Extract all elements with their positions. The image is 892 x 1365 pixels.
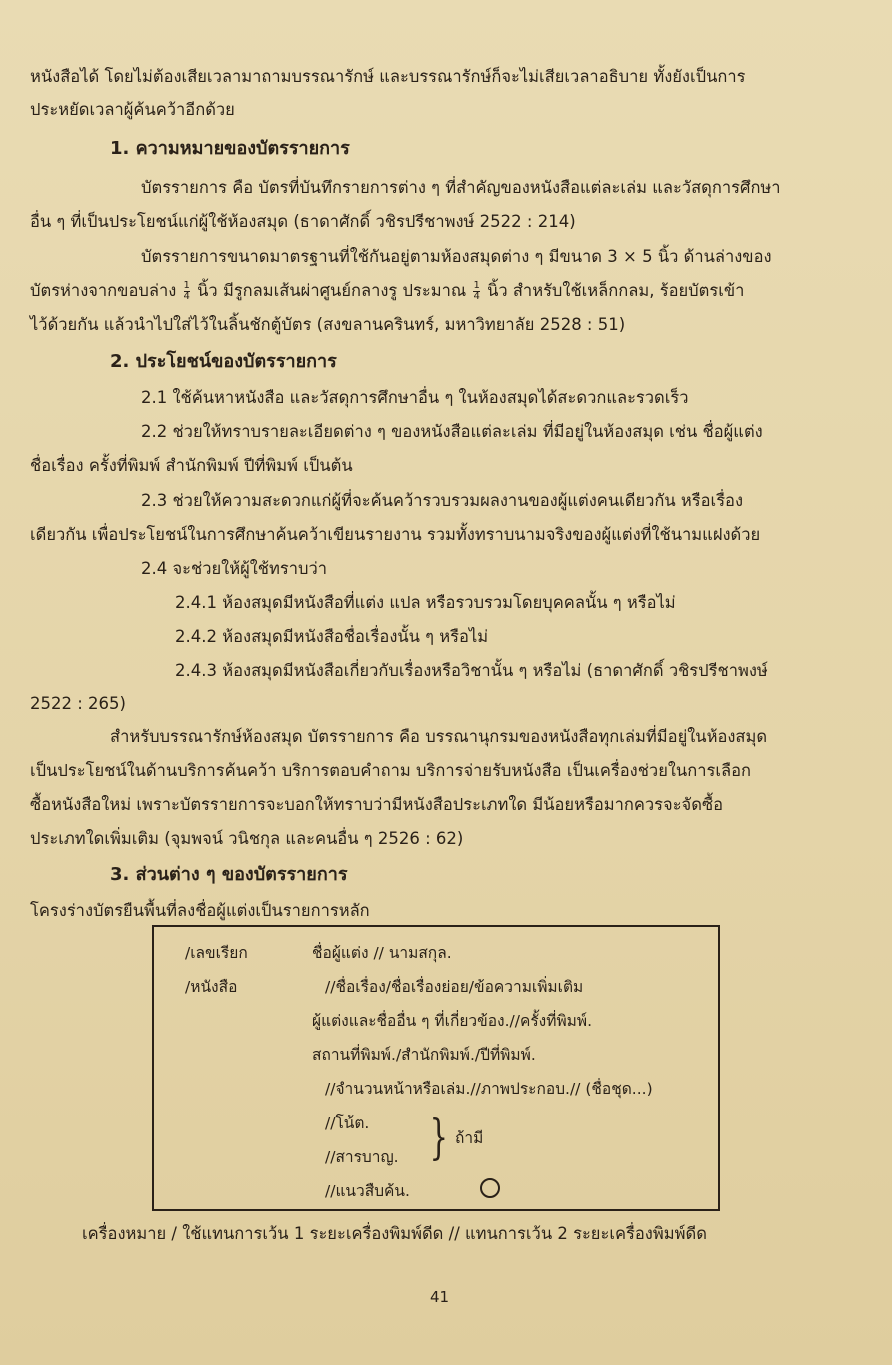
s2-para-line-3: ซื้อหนังสือใหม่ เพราะบัตรรายการจะบอกให้ทราบว่ามีหนังสือประเภทใด มีน้อยหรือมากควรจะจัดซื้อ	[30, 795, 724, 814]
fraction-quarter: $\frac{1}{4}$	[183, 280, 190, 302]
card-row-notes: //โน้ต.	[325, 1114, 370, 1132]
s1-p2-line-2	[30, 280, 744, 302]
card-row-contributors: ผู้แต่งและชื่ออื่น ๆ ที่เกี่ยวข้อง.//ครั้งที่พิมพ์.	[312, 1012, 593, 1030]
card-call-number-line-2: /หนังสือ	[185, 978, 238, 996]
card-caption: โครงร่างบัตรยืนพื้นที่ลงชื่อผู้แต่งเป็นรายการหลัก	[30, 901, 370, 920]
s1-p1-line-2: อื่น ๆ ที่เป็นประโยชน์แก่ผู้ใช้ห้องสมุด (ธาดาศักดิ์ วชิรปรีชาพงษ์ 2522 : 214)	[30, 212, 576, 231]
card-row-title: //ชื่อเรื่อง/ชื่อเรื่องย่อย/ข้อความเพิ่มเติม	[325, 978, 584, 996]
s1-p2-line-2a: บัตรห่างจากขอบล่าง	[30, 281, 177, 300]
item-2-1: 2.1 ใช้ค้นหาหนังสือ และวัสดุการศึกษาอื่น ๆ ในห้องสมุดได้สะดวกและรวดเร็ว	[141, 388, 689, 407]
section-3-heading: 3. ส่วนต่าง ๆ ของบัตรรายการ	[110, 864, 348, 885]
card-row-imprint: สถานที่พิมพ์./สำนักพิมพ์./ปีที่พิมพ์.	[312, 1046, 536, 1064]
card-row-contents: //สารบาญ.	[325, 1148, 399, 1166]
s1-p2-line-1: บัตรรายการขนาดมาตรฐานที่ใช้กันอยู่ตามห้องสมุดต่าง ๆ มีขนาด 3 × 5 นิ้ว ด้านล่างของ	[141, 247, 772, 266]
s2-para-line-4: ประเภทใดเพิ่มเติม (จุมพจน์ วนิชกุล และคนอื่น ๆ 2526 : 62)	[30, 829, 464, 848]
s1-p2-line-2c: นิ้ว สำหรับใช้เหล็กกลม, ร้อยบัตรเข้า	[487, 281, 745, 300]
hole-circle-icon	[480, 1178, 500, 1198]
legend-text: เครื่องหมาย / ใช้แทนการเว้น 1 ระยะเครื่องพิมพ์ดีด // แทนการเว้น 2 ระยะเครื่องพิมพ์ดีด	[82, 1224, 707, 1243]
item-2-4: 2.4 จะช่วยให้ผู้ใช้ทราบว่า	[141, 559, 328, 578]
item-2-2-line-2: ชื่อเรื่อง ครั้งที่พิมพ์ สำนักพิมพ์ ปีที่พิมพ์ เป็นต้น	[30, 456, 353, 475]
catalog-card-diagram	[152, 925, 720, 1211]
card-row-collation: //จำนวนหน้าหรือเล่ม.//ภาพประกอบ.// (ชื่อชุด...)	[325, 1080, 653, 1098]
intro-line-1: หนังสือได้ โดยไม่ต้องเสียเวลามาถามบรรณารักษ์ และบรรณารักษ์ก็จะไม่เสียเวลาอธิบาย ทั้งยังเป็นการ	[30, 67, 746, 86]
card-row-tracings: //แนวสืบค้น.	[325, 1182, 410, 1200]
s1-p2-line-2b: นิ้ว มีรูกลมเส้นผ่าศูนย์กลางรู ประมาณ	[197, 281, 467, 300]
item-2-3-line-1: 2.3 ช่วยให้ความสะดวกแก่ผู้ที่จะค้นคว้ารวบรวมผลงานของผู้แต่งคนเดียวกัน หรือเรื่อง	[141, 491, 744, 510]
item-2-2-line-1: 2.2 ช่วยให้ทราบรายละเอียดต่าง ๆ ของหนังสือแต่ละเล่ม ที่มีอยู่ในห้องสมุด เช่น ชื่อผู้แต่ง	[141, 422, 763, 441]
s1-p1-line-1: บัตรรายการ คือ บัตรที่บันทึกรายการต่าง ๆ ที่สำคัญของหนังสือแต่ละเล่ม และวัสดุการศึกษา	[141, 178, 781, 197]
item-2-4-3-line-2: 2522 : 265)	[30, 694, 126, 713]
s2-para-line-2: เป็นประโยชน์ในด้านบริการค้นคว้า บริการตอบคำถาม บริการจ่ายรับหนังสือ เป็นเครื่องช่วยในการเลือก	[30, 761, 751, 780]
s2-para-line-1: สำหรับบรรณารักษ์ห้องสมุด บัตรรายการ คือ บรรณานุกรมของหนังสือทุกเล่มที่มีอยู่ในห้องสมุด	[110, 727, 768, 746]
intro-line-2: ประหยัดเวลาผู้ค้นคว้าอีกด้วย	[30, 100, 235, 119]
right-brace-icon: }	[429, 1109, 448, 1165]
section-1-heading: 1. ความหมายของบัตรรายการ	[110, 138, 350, 159]
item-2-3-line-2: เดียวกัน เพื่อประโยชน์ในการศึกษาค้นคว้าเขียนรายงาน รวมทั้งทราบนามจริงของผู้แต่งที่ใช้นามแฝงด้วย	[30, 525, 761, 544]
fraction-quarter-2: $\frac{1}{4}$	[473, 280, 480, 302]
item-2-4-1: 2.4.1 ห้องสมุดมีหนังสือที่แต่ง แปล หรือรวบรวมโดยบุคคลนั้น ๆ หรือไม่	[175, 593, 676, 612]
item-2-4-3-line-1: 2.4.3 ห้องสมุดมีหนังสือเกี่ยวกับเรื่องหรือวิชานั้น ๆ หรือไม่ (ธาดาศักดิ์ วชิรปรีชาพงษ์	[175, 661, 768, 680]
section-2-heading: 2. ประโยชน์ของบัตรรายการ	[110, 351, 337, 372]
page-number: 41	[430, 1288, 450, 1306]
card-call-number-line-1: /เลขเรียก	[185, 944, 248, 962]
item-2-4-2: 2.4.2 ห้องสมุดมีหนังสือชื่อเรื่องนั้น ๆ หรือไม่	[175, 627, 489, 646]
brace-label: ถ้ามี	[455, 1129, 484, 1147]
card-row-author: ชื่อผู้แต่ง // นามสกุล.	[312, 944, 452, 962]
s1-p2-line-3: ไว้ด้วยกัน แล้วนำไปใส่ไว้ในลิ้นชักตู้บัตร (สงขลานครินทร์, มหาวิทยาลัย 2528 : 51)	[30, 315, 626, 334]
